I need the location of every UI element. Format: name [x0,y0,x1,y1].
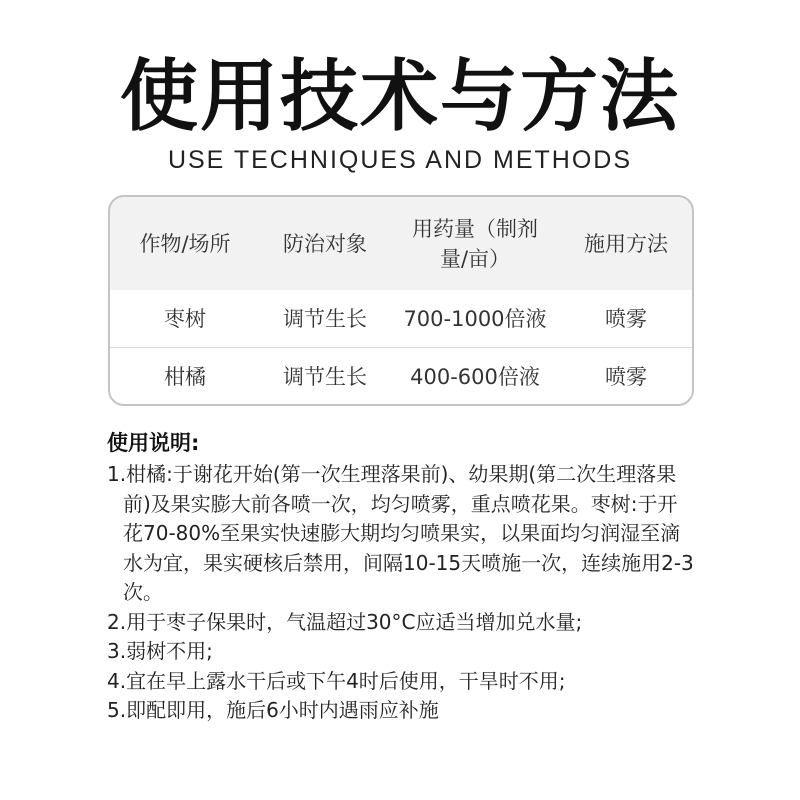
table-cell: 700-1000倍液 [403,306,547,331]
instruction-item: 3.弱树不用; [107,639,213,663]
instruction-item: 5.即配即用，施后6小时内遇雨应补施 [107,698,439,722]
table-header-cell: 防治对象 [283,231,367,256]
table-row [110,347,692,405]
table-header-row [110,197,692,290]
usage-table [108,195,694,406]
usage-instructions [107,428,697,726]
instruction-item: 4.宜在早上露水干后或下午4时后使用，干旱时不用; [107,668,566,693]
dosage-header-text: 用药量（制剂量/亩） [412,216,538,271]
table-cell: 调节生长 [283,306,367,331]
instructions-heading: 使用说明: [107,431,200,455]
table-row [110,290,692,347]
table-header-cell [390,214,560,274]
instruction-item: 1.柑橘:于谢花开始(第一次生理落果前)、幼果期(第二次生理落果前)及果实膨大前各喷一次，均匀喷雾，重点喷花果。枣树:于开花70-80%至果实快速膨大期均匀喷果实，以果面均匀润湿至滴水为宜，果实硬核后禁用，间隔10-15天喷施一次，连续施用2-3次。 [107,462,694,604]
table-cell: 枣树 [164,306,206,331]
table-header-cell: 作物/场所 [139,231,231,256]
table-cell: 柑橘 [164,364,206,389]
page-subtitle: USE TECHNIQUES AND METHODS [167,146,633,174]
instruction-item: 2.用于枣子保果时，气温超过30°C应适当增加兑水量; [107,609,583,634]
table-header-cell: 施用方法 [584,231,668,256]
table-cell: 喷雾 [605,306,647,331]
table-cell: 400-600倍液 [410,364,540,389]
page-title: 使用技术与方法 [119,52,680,142]
table-cell: 调节生长 [283,364,367,389]
table-cell: 喷雾 [605,364,647,389]
